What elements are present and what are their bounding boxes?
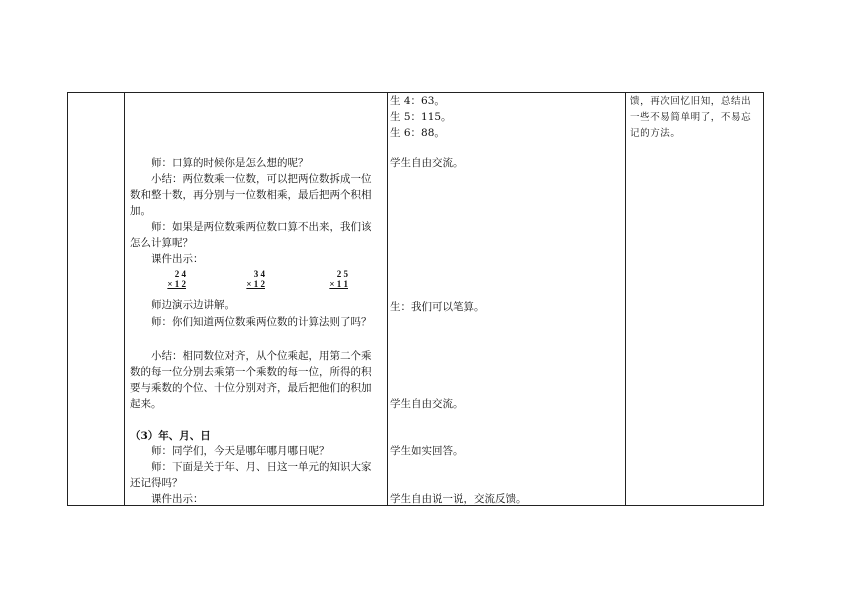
multiplication-problem-1	[160, 269, 186, 289]
teacher-question-unit: 师：下面是关于年、月、日这一单元的知识大家	[151, 461, 372, 473]
summary2-line-3: 要与乘数的个位、十位分别对齐，最后把他们的积加	[130, 382, 372, 394]
summary-line-3: 加。	[130, 205, 151, 217]
multiplication-problem-3	[321, 269, 348, 289]
student-activity-4: 学生如实回答。	[390, 445, 464, 457]
student-activity-2: 生：我们可以笔算。	[390, 301, 485, 313]
student-answer-6: 生 6：88。	[390, 127, 445, 139]
summary-line-1: 小结：两位数乘一位数，可以把两位数拆成一位	[151, 173, 372, 185]
teacher-question-rule: 师：你们知道两位数乘两位数的计算法则了吗？	[151, 316, 372, 328]
multiplicand: 3 4	[253, 269, 265, 279]
teacher-question-today: 师：同学们，今天是哪年哪月哪日呢？	[151, 445, 330, 457]
summary2-line-1: 小结：相同数位对齐，从个位乘起，用第二个乘	[151, 350, 372, 362]
column-divider-1	[124, 93, 125, 505]
student-activity-1: 学生自由交流。	[390, 157, 464, 169]
teacher-question-two-digit: 师：如果是两位数乘两位数口算不出来，我们该	[151, 221, 372, 233]
summary2-line-2: 数的每一位分别去乘第一个乘数的每一位，所得的积	[130, 366, 372, 378]
multiplicand: 2 4	[174, 269, 186, 279]
multiplier: × 1 2	[246, 279, 265, 289]
courseware-label: 课件出示：	[151, 253, 204, 265]
design-note-line-2: 一些不易简单明了，不易忘	[630, 112, 752, 123]
column-divider-2	[387, 93, 388, 505]
teacher-question-unit-cont: 还记得吗？	[130, 477, 183, 489]
design-note-line-1: 馈，再次回忆旧知，总结出	[630, 96, 752, 107]
student-activity-3: 学生自由交流。	[390, 398, 464, 410]
column-divider-3	[625, 93, 626, 505]
summary2-line-4: 起来。	[130, 398, 162, 410]
multiplicand: 2 5	[336, 269, 348, 279]
summary-line-2: 数和整十数，再分别与一位数相乘，最后把两个积相	[130, 189, 372, 201]
section-heading-date: （3）年、月、日	[130, 430, 211, 442]
multiplier: × 1 1	[329, 279, 348, 289]
multiplication-problem-2	[239, 269, 265, 289]
student-answer-4: 生 4：63。	[390, 95, 445, 107]
design-note-line-3: 记的方法。	[630, 128, 681, 139]
courseware-label-2: 课件出示：	[151, 493, 204, 505]
student-answer-5: 生 5：115。	[390, 111, 452, 123]
teacher-demo-line: 师边演示边讲解。	[151, 299, 235, 311]
multiplier: × 1 2	[167, 279, 186, 289]
teacher-question-two-digit-cont: 怎么计算呢？	[130, 237, 193, 249]
teacher-question-mental-calc: 师：口算的时候你是怎么想的呢？	[151, 157, 309, 169]
student-activity-5: 学生自由说一说，交流反馈。	[390, 493, 527, 505]
